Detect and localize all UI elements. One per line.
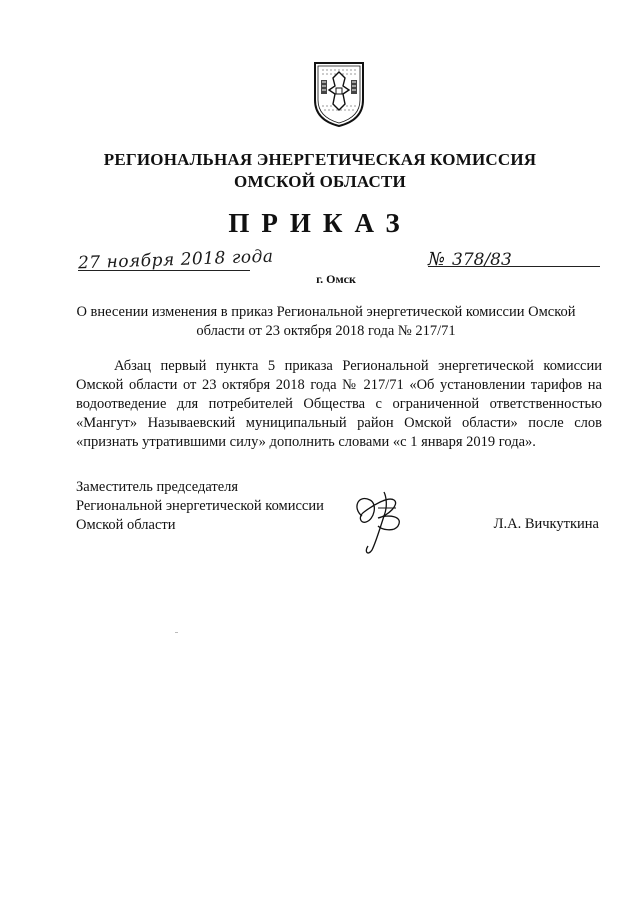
signer-position-block <box>76 478 324 535</box>
order-subject: О внесении изменения в приказ Региональной энергетической комиссии Омской области от 23 октября 2018 года № 217/71 <box>76 304 576 339</box>
organization-name-line1: РЕГИОНАЛЬНАЯ ЭНЕРГЕТИЧЕСКАЯ КОМИССИЯ <box>103 150 537 169</box>
date-underline <box>78 270 250 271</box>
document-type-title: ПРИКАЗ <box>228 208 412 238</box>
signer-name: Л.А. Вичкуткина <box>493 516 599 532</box>
order-number-handwritten: 378/83 <box>452 250 512 270</box>
coat-of-arms-icon <box>312 60 366 128</box>
signer-position-line2: Региональной энергетической комиссии <box>76 498 324 514</box>
order-date-handwritten: 27 ноября 2018 года <box>77 246 274 274</box>
organization-name-line2: ОМСКОЙ ОБЛАСТИ <box>234 172 406 191</box>
number-underline <box>428 266 600 267</box>
signer-position-line3: Омской области <box>76 517 176 533</box>
order-number-sign: № <box>428 249 446 270</box>
scan-speck <box>175 632 178 633</box>
handwritten-signature <box>348 486 410 558</box>
signer-position-line1: Заместитель председателя <box>76 479 239 495</box>
city-label: г. Омск <box>316 272 356 286</box>
order-body-paragraph: Абзац первый пункта 5 приказа Региональной энергетической комиссии Омской области от 23 октября 2018 года № 217/71 «Об установлении тарифов на водоотведение для потребителей Общества с ограниченной ответственностью «Мангут» Называевский муниципальный район Омской области» после слов «признать утратившими силу» дополнить словами «с 1 января 2019 года». <box>76 358 602 450</box>
